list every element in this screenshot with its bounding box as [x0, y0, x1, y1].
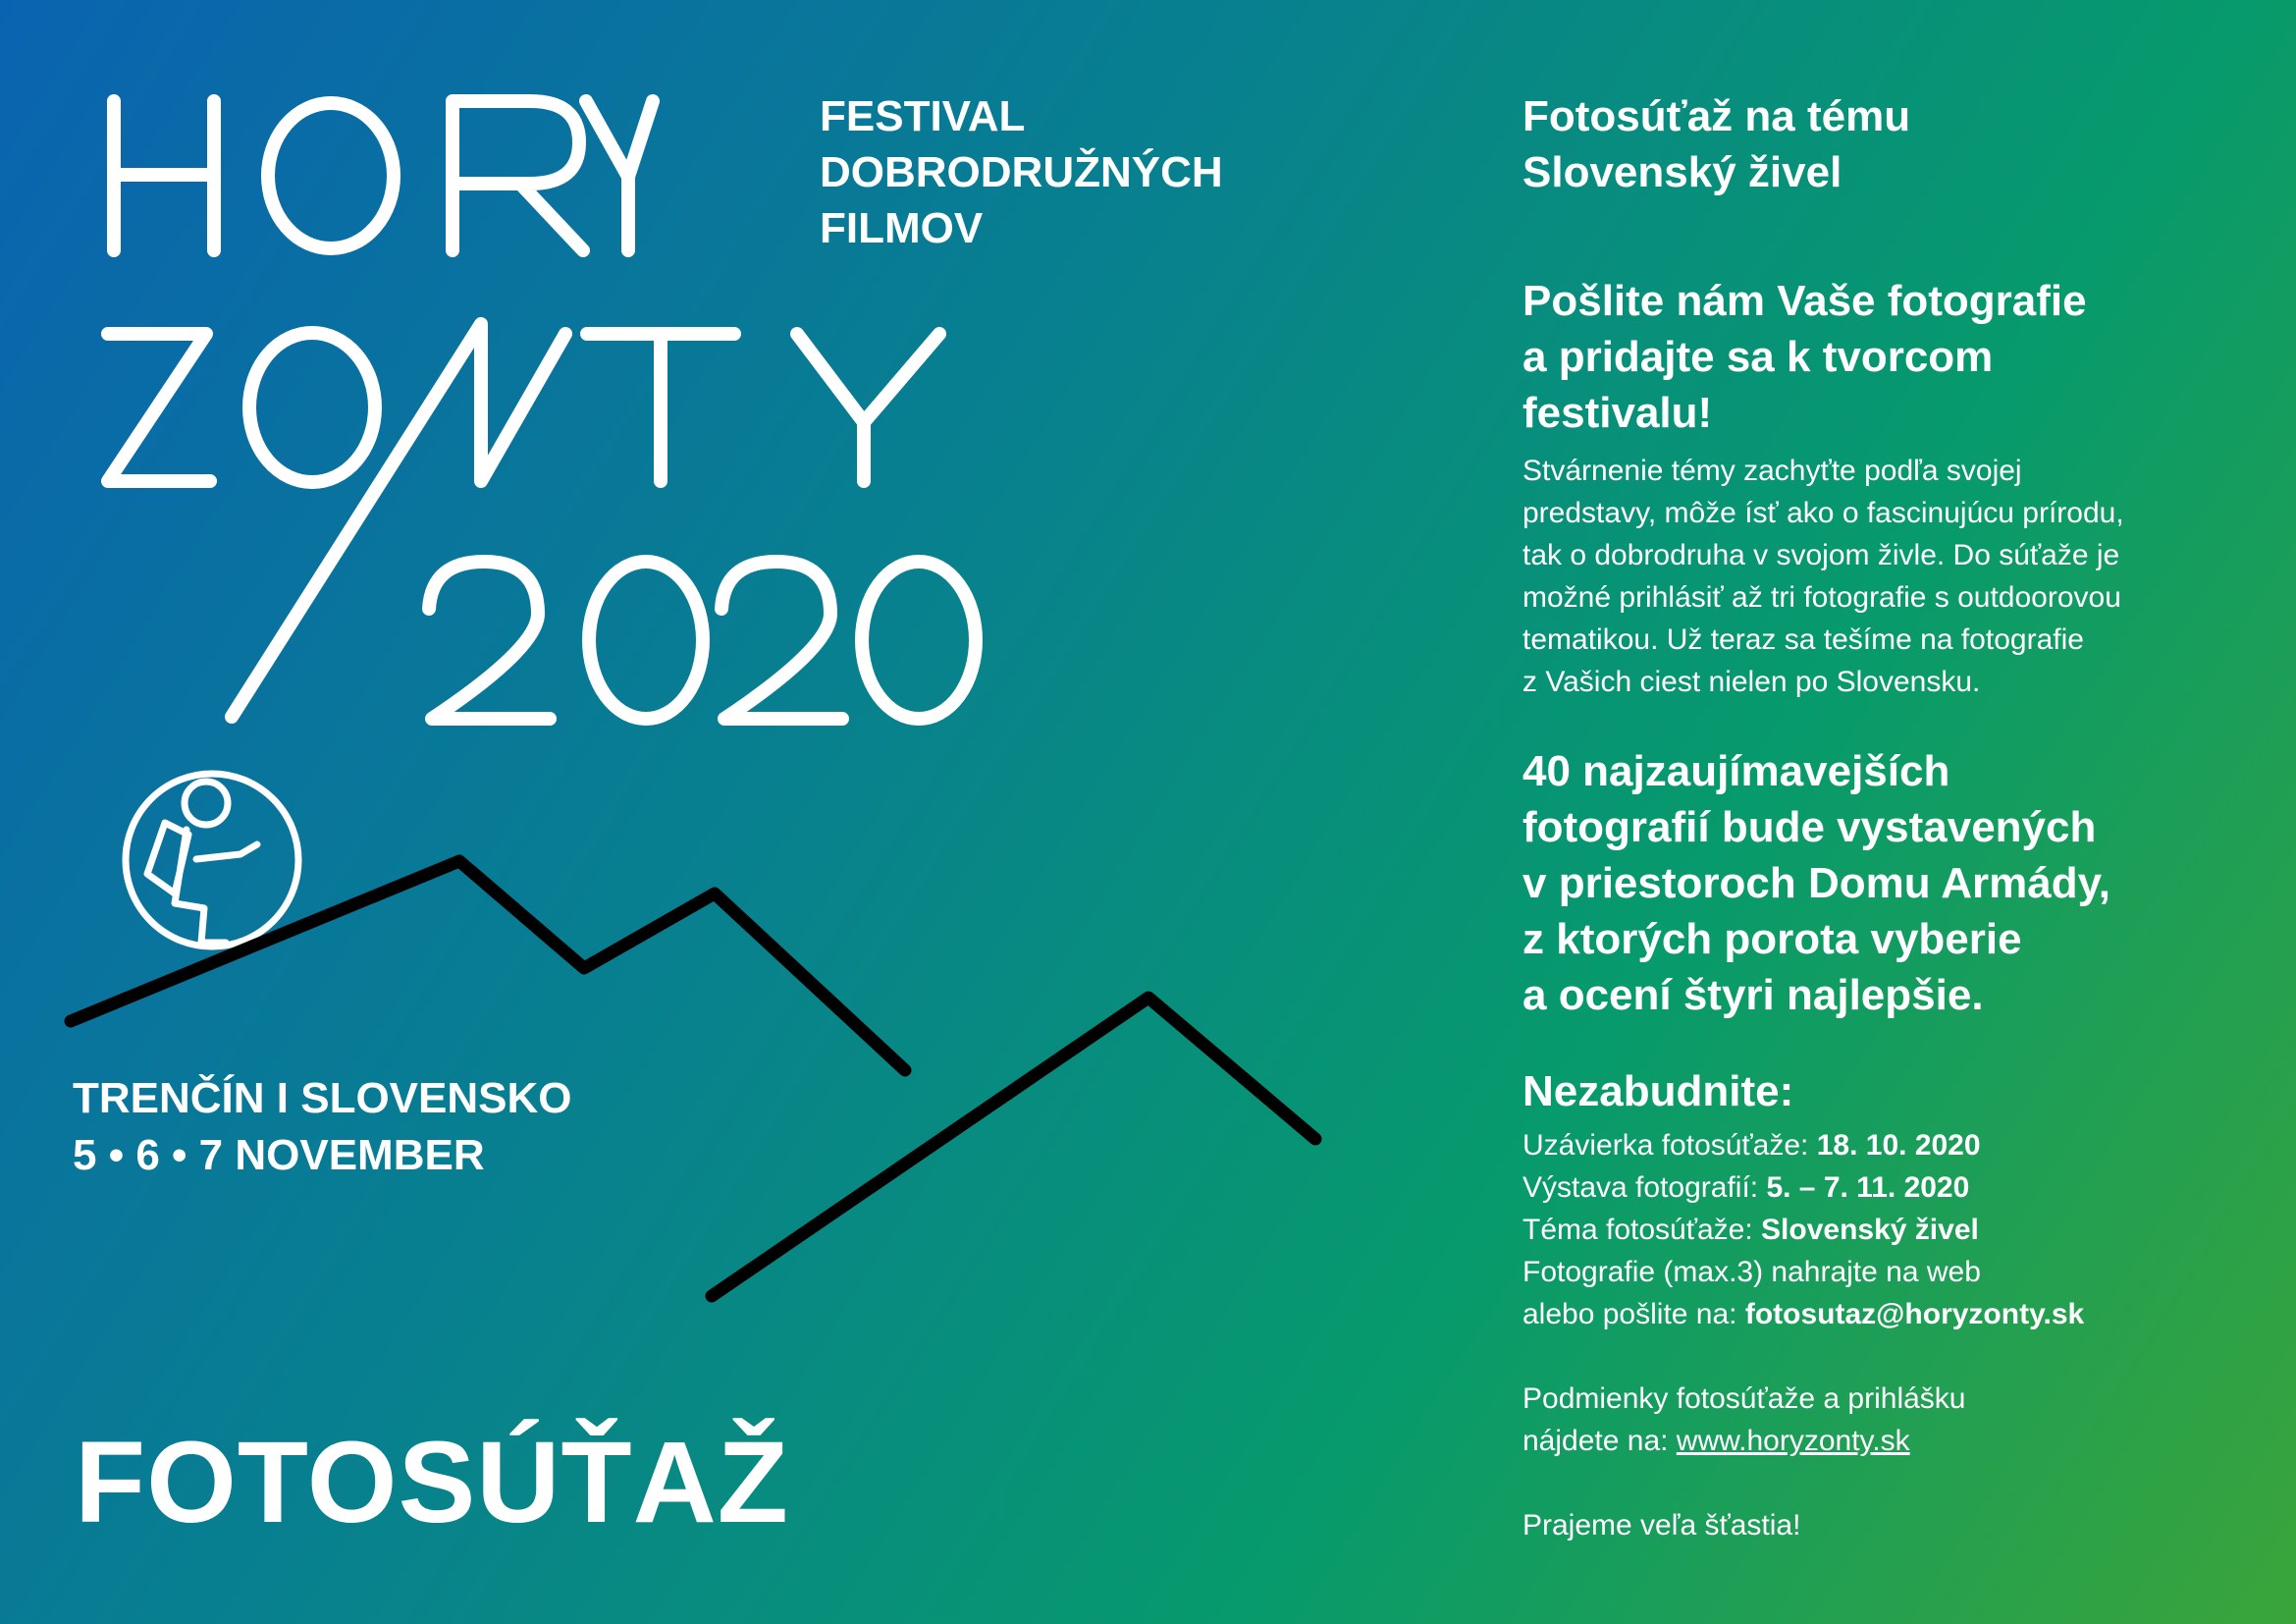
email-row	[1522, 1293, 2278, 1335]
remember-heading: Nezabudnite:	[1522, 1067, 1794, 1115]
top40-line: v priestoroch Domu Armády,	[1522, 859, 2111, 907]
deadline-value: 18. 10. 2020	[1816, 1129, 1981, 1162]
page-title: FOTOSÚŤAŽ	[75, 1418, 789, 1547]
description-line: z Vašich ciest nielen po Slovensku.	[1522, 666, 1981, 698]
description-line: predstavy, môže ísť ako o fascinujúcu prírodu,	[1522, 497, 2124, 529]
closing-wish: Prajeme veľa šťastia!	[1522, 1509, 1801, 1542]
festival-subtitle	[820, 88, 1223, 256]
festival-line-3: FILMOV	[820, 204, 984, 252]
call-heading-line: Pošlite nám Vaše fotografie	[1522, 277, 2087, 325]
theme-heading	[1522, 88, 2278, 200]
description-line: Stvárnenie témy zachyťte podľa svojej	[1522, 455, 2022, 487]
description-line: tak o dobrodruha v svojom živle. Do súťaže je	[1522, 539, 2120, 571]
email-link[interactable]: fotosutaz@horyzonty.sk	[1744, 1298, 2085, 1330]
deadline-row	[1522, 1124, 2278, 1166]
description-line: tematikou. Už teraz sa tešíme na fotografie	[1522, 623, 2084, 656]
conditions-line: Podmienky fotosúťaže a prihlášku	[1522, 1382, 1966, 1415]
exhibition-row	[1522, 1166, 2278, 1209]
email-label: alebo pošlite na:	[1522, 1298, 1745, 1330]
details-list	[1522, 1124, 2278, 1335]
description-paragraph	[1522, 450, 2278, 703]
website-link[interactable]: www.horyzonty.sk	[1676, 1425, 1910, 1457]
call-heading-line: a pridajte sa k tvorcom	[1522, 333, 1994, 381]
conditions-text	[1522, 1378, 2278, 1462]
theme-label: Téma fotosúťaže:	[1522, 1214, 1762, 1246]
festival-line-1: FESTIVAL	[820, 92, 1026, 140]
theme-value: Slovenský živel	[1761, 1214, 1979, 1246]
call-heading-line: festivalu!	[1522, 389, 1713, 437]
description-line: možné prihlásiť až tri fotografie s outdoorovou	[1522, 581, 2121, 614]
theme-heading-line: Slovenský živel	[1522, 148, 1842, 196]
event-location	[73, 1070, 572, 1184]
conditions-link-row	[1522, 1420, 2278, 1462]
hiker-badge-icon	[126, 774, 298, 947]
theme-heading-line: Fotosúťaž na tému	[1522, 92, 1911, 140]
top40-line: fotografií bude vystavených	[1522, 803, 2097, 851]
conditions-label: nájdete na:	[1522, 1425, 1677, 1457]
theme-row	[1522, 1209, 2278, 1251]
top40-line: z ktorých porota vyberie	[1522, 915, 2022, 963]
call-heading	[1522, 273, 2278, 441]
event-place: TRENČÍN I SLOVENSKO	[73, 1074, 572, 1122]
exhibition-label: Výstava fotografií:	[1522, 1171, 1767, 1204]
top40-line: 40 najzaujímavejších	[1522, 747, 1950, 795]
exhibition-value: 5. – 7. 11. 2020	[1766, 1171, 1970, 1204]
top40-line: a ocení štyri najlepšie.	[1522, 971, 1984, 1019]
top40-heading	[1522, 743, 2278, 1023]
festival-line-2: DOBRODRUŽNÝCH	[820, 148, 1223, 196]
upload-line: Fotografie (max.3) nahrajte na web	[1522, 1256, 1981, 1288]
event-dates: 5 • 6 • 7 NOVEMBER	[73, 1131, 485, 1179]
deadline-label: Uzávierka fotosúťaže:	[1522, 1129, 1817, 1162]
